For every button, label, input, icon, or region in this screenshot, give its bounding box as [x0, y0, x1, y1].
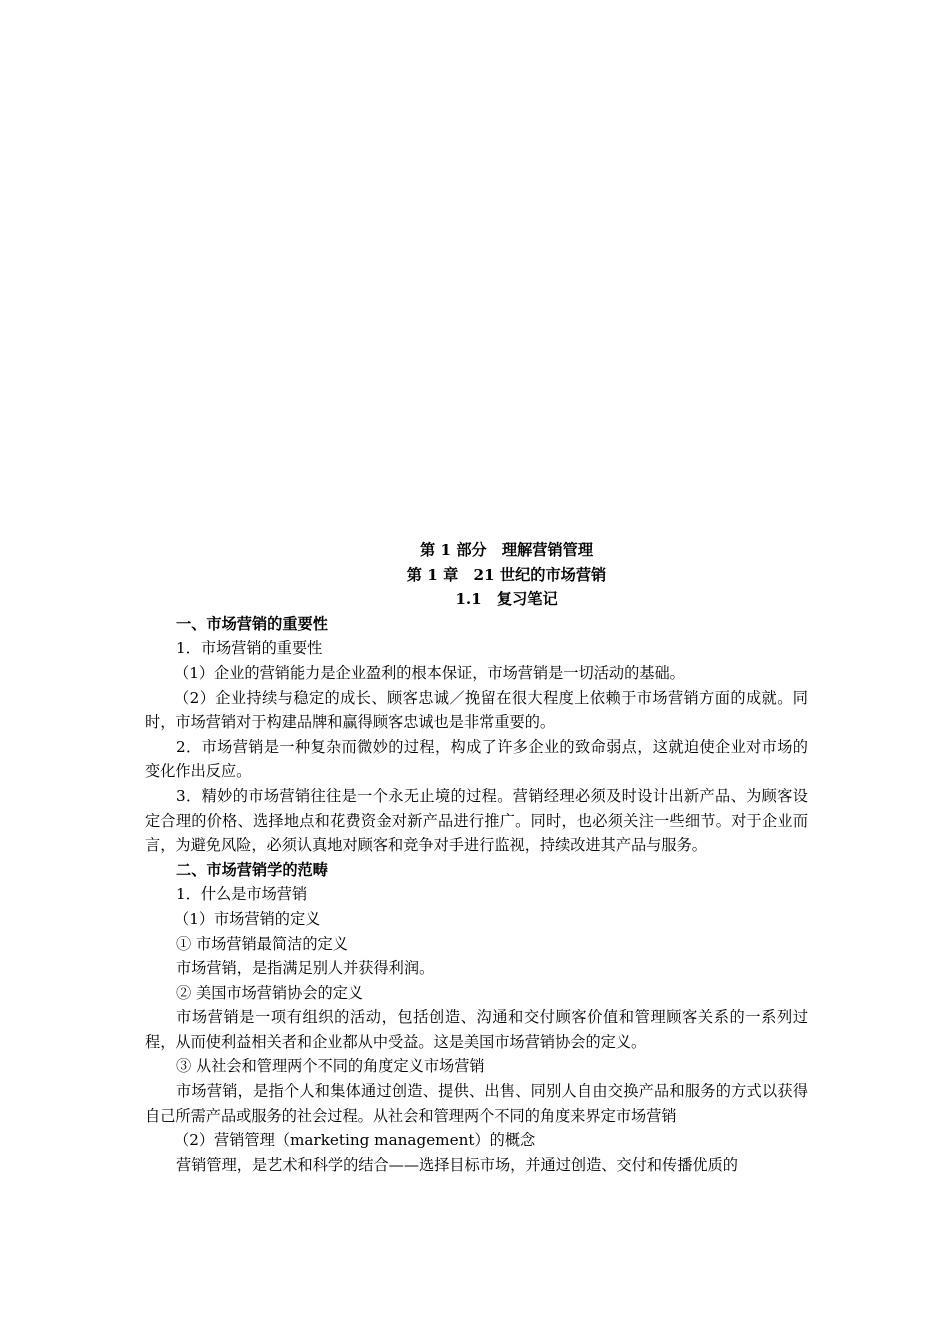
document-page — [145, 538, 808, 1177]
paragraph: （1）市场营销的定义 — [174, 909, 321, 928]
chapter-heading: 第 1 章 21 世纪的市场营销 — [406, 565, 607, 584]
paragraph: ① 市场营销最简洁的定义 — [176, 934, 348, 953]
paragraph: 市场营销，是指满足别人并获得利润。 — [176, 959, 435, 978]
paragraph: （2）营销管理（marketing management）的概念 — [174, 1131, 536, 1150]
section-title-importance: 一、市场营销的重要性 — [176, 614, 328, 633]
paragraph: 2．市场营销是一种复杂而微妙的过程，构成了许多企业的致命弱点，这就迫使企业对市场的变化作出反应。 — [145, 737, 808, 781]
part-heading: 第 1 部分 理解营销管理 — [419, 541, 594, 559]
paragraph: （1）企业的营销能力是企业盈利的根本保证，市场营销是一切活动的基础。 — [174, 663, 685, 682]
paragraph: （2）企业持续与稳定的成长、顾客忠诚／挽留在很大程度上依赖于市场营销方面的成就。同时，市场营销对于构建品牌和赢得顾客忠诚也是非常重要的。 — [145, 688, 808, 732]
paragraph: 市场营销是一项有组织的活动，包括创造、沟通和交付顾客价值和管理顾客关系的一系列过程，从而使利益相关者和企业都从中受益。这是美国市场营销协会的定义。 — [145, 1008, 808, 1051]
paragraph: ③ 从社会和管理两个不同的角度定义市场营销 — [176, 1057, 485, 1076]
paragraph: 市场营销，是指个人和集体通过创造、提供、出售、同别人自由交换产品和服务的方式以获得自己所需产品或服务的社会过程。从社会和管理两个不同的角度来界定市场营销 — [145, 1082, 808, 1125]
paragraph: 营销管理，是艺术和科学的结合——选择目标市场，并通过创造、交付和传播优质的 — [176, 1155, 738, 1174]
paragraph: ② 美国市场营销协会的定义 — [176, 983, 364, 1002]
paragraph: 3．精妙的市场营销往往是一个永无止境的过程。营销经理必须及时设计出新产品、为顾客设定合理的价格、选择地点和花费资金对新产品进行推广。同时，也必须关注一些细节。对于企业而言，为避免风险，必须认真地对顾客和竞争对手进行监视，持续改进其产品与服务。 — [145, 786, 808, 855]
paragraph: 1．什么是市场营销 — [176, 885, 308, 904]
paragraph: 1．市场营销的重要性 — [176, 639, 323, 658]
section-heading: 1.1 复习笔记 — [455, 590, 558, 609]
section-title-scope: 二、市场营销学的范畴 — [176, 860, 328, 879]
